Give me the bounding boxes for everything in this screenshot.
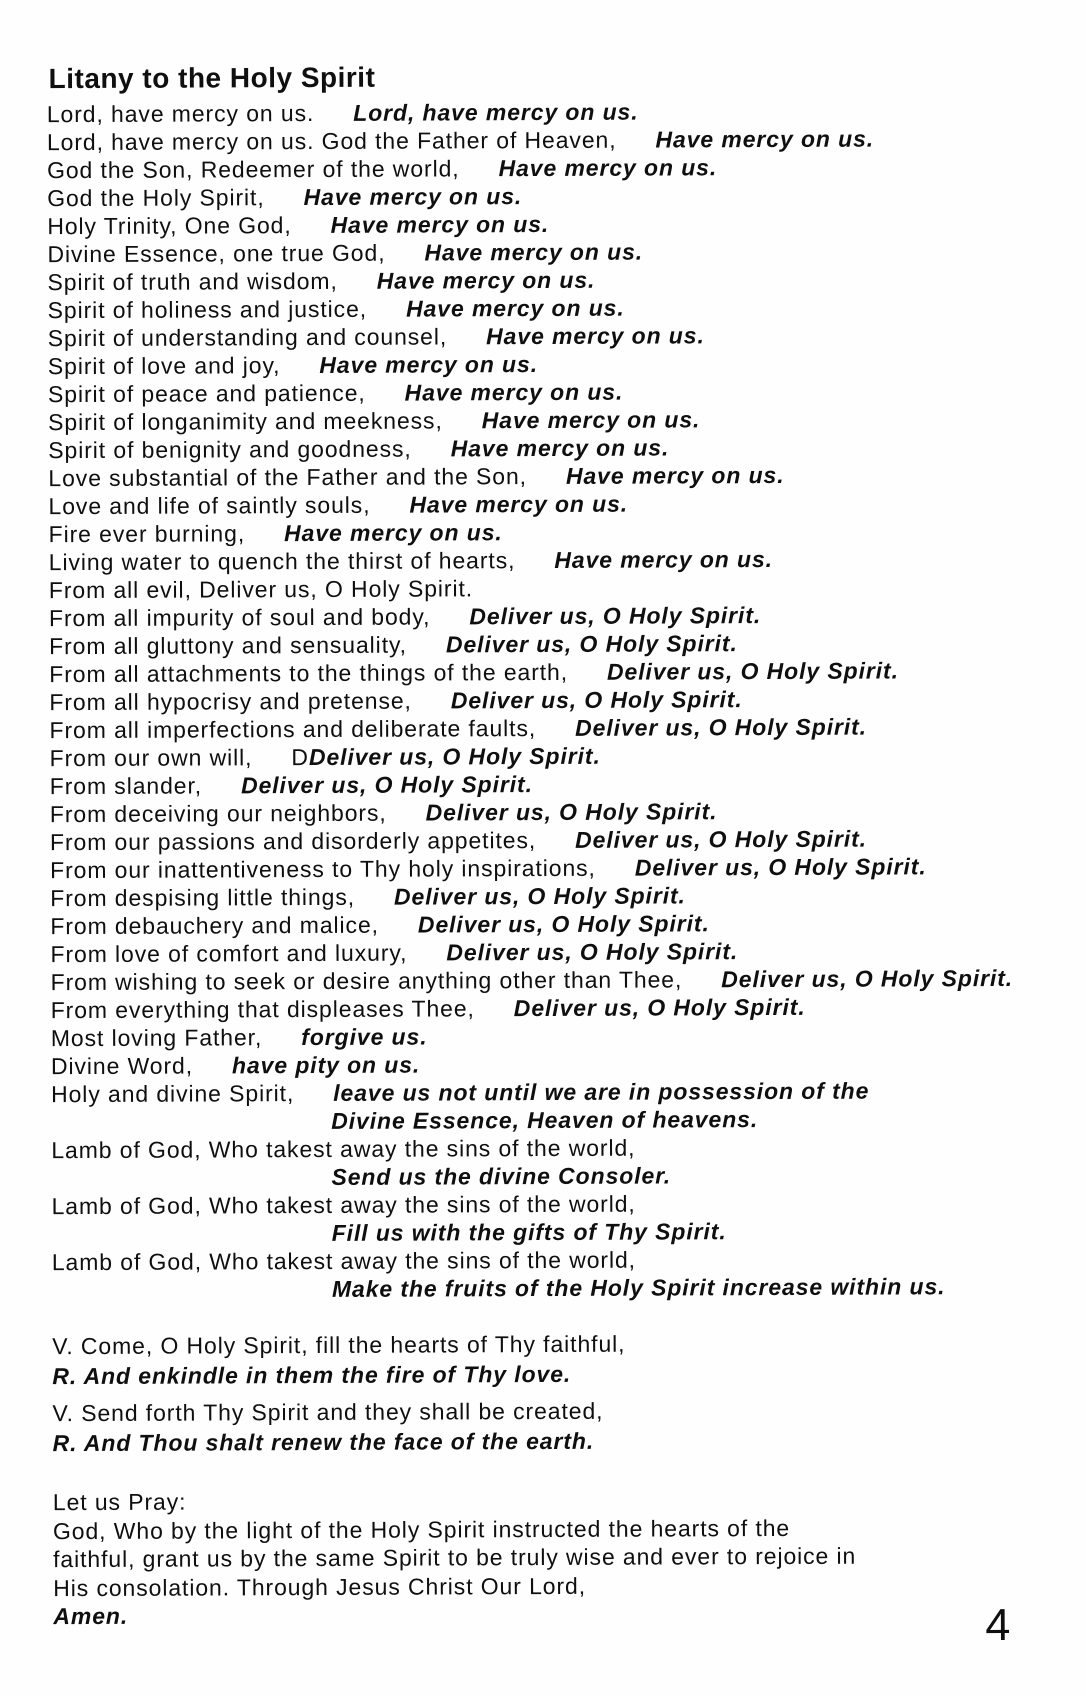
litany-line (50, 880, 1013, 912)
litany-call: From debauchery and malice, (50, 911, 379, 940)
litany-line (52, 1216, 1015, 1248)
litany-response: Have mercy on us. (376, 266, 596, 294)
litany-response: Have mercy on us. (404, 378, 624, 406)
litany-response: Deliver us, O Holy Spirit. (575, 713, 867, 741)
litany-call: From despising little things, (50, 883, 356, 912)
litany-call: Most loving Father, (50, 1024, 263, 1052)
litany-line (50, 852, 1013, 884)
litany-response: Fill us with the gifts of Thy Spirit. (331, 1218, 727, 1246)
litany-line (48, 292, 1011, 324)
litany-line (51, 992, 1014, 1024)
versicle-line: V. Send forth Thy Spirit and they shall be created, (52, 1397, 604, 1427)
litany-line (51, 964, 1014, 996)
prayer-heading: Let us Pray: (52, 1488, 187, 1516)
litany-line (49, 600, 1012, 632)
litany-response: Divine Essence, Heaven of heavens. (331, 1106, 759, 1134)
litany-line (52, 1244, 1015, 1276)
litany-call: From all hypocrisy and pretense, (49, 687, 412, 716)
litany-response: Deliver us, O Holy Spirit. (634, 853, 927, 881)
litany-response: Deliver us, O Holy Spirit. (425, 798, 718, 826)
litany-call: Spirit of holiness and justice, (47, 295, 368, 324)
litany-line (47, 96, 1010, 128)
litany-call: Lord, have mercy on us. (46, 99, 315, 128)
litany-response: Deliver us, O Holy Spirit. (450, 686, 743, 714)
litany-call: Lamb of God, Who takest away the sins of the world, (51, 1134, 636, 1164)
litany-line (51, 1104, 1014, 1136)
litany-call: Spirit of benignity and goodness, (48, 435, 412, 464)
litany-call: Holy Trinity, One God, (47, 212, 292, 240)
litany-call: Spirit of peace and patience, (47, 379, 366, 408)
litany-call: Lamb of God, Who takest away the sins of the world, (51, 1246, 636, 1276)
prayer-line: faithful, grant us by the same Spirit to be truly wise and ever to rejoice in (53, 1542, 857, 1573)
litany-call: Love and life of saintly souls, (48, 491, 371, 520)
litany-line (49, 572, 1012, 604)
litany-line (51, 1188, 1014, 1220)
litany-call: Spirit of understanding and counsel, (47, 323, 448, 352)
versicle-pair (52, 1330, 626, 1400)
litany-line (51, 1048, 1014, 1080)
litany-response: Deliver us, O Holy Spirit. (445, 630, 738, 658)
prayer-line: His consolation. Through Jesus Christ Our Lord, (53, 1572, 587, 1601)
page-number: 4 (985, 1598, 1011, 1651)
litany-response: forgive us. (301, 1023, 428, 1051)
litany-line (48, 488, 1011, 520)
litany-line (48, 348, 1011, 380)
litany-response: Have mercy on us. (481, 406, 701, 434)
litany-response: have pity on us. (231, 1051, 421, 1079)
litany-call: Divine Word, (50, 1052, 194, 1080)
litany-response: Have mercy on us. (319, 351, 539, 378)
litany-line (50, 796, 1013, 828)
litany-line (51, 1160, 1014, 1192)
litany-call: From our own will, (49, 744, 253, 772)
litany-response: Have mercy on us. (330, 210, 550, 238)
litany-line (50, 740, 1013, 772)
litany-call: Lord, have mercy on us. God the Father of Heaven, (46, 126, 617, 156)
litany-line (49, 544, 1012, 576)
litany-line (49, 712, 1012, 744)
litany-response: Deliver us, O Holy Spirit. (308, 742, 601, 771)
litany-call: Holy and divine Spirit, (51, 1080, 295, 1108)
litany-call: From love of comfort and luxury, (50, 939, 408, 968)
litany-call: Divine Essence, one true God, (47, 239, 386, 268)
litany-line (48, 320, 1011, 352)
litany-line (49, 656, 1012, 688)
litany-response: Deliver us, O Holy Spirit. (393, 882, 686, 910)
litany-response: leave us not until we are in possession of the (333, 1077, 870, 1106)
litany-line (50, 908, 1013, 940)
litany-line (49, 628, 1012, 660)
litany-call: Living water to quench the thirst of hearts, (48, 547, 516, 576)
versicle-line: V. Come, O Holy Spirit, fill the hearts of Thy faithful, (52, 1330, 626, 1360)
litany-call: From wishing to seek or desire anything other than Thee, (50, 966, 683, 996)
litany-line (47, 152, 1010, 184)
litany-response: Have mercy on us. (554, 545, 773, 573)
closing-prayer-section (53, 1485, 857, 1631)
litany-call: From deceiving our neighbors, (49, 799, 387, 828)
litany-response: Have mercy on us. (565, 461, 785, 489)
litany-call: Spirit of love and joy, (47, 352, 281, 380)
litany-response: Make the fruits of the Holy Spirit increase within us. (331, 1273, 946, 1302)
litany-response: Have mercy on us. (498, 154, 718, 182)
litany-response: Have mercy on us. (424, 238, 644, 266)
litany-call: God the Son, Redeemer of the world, (46, 155, 460, 184)
litany-call: From all evil, Deliver us, O Holy Spirit. (48, 575, 474, 604)
litany-line (49, 684, 1012, 716)
versicle-pair (52, 1397, 626, 1467)
litany-response: Have mercy on us. (655, 125, 875, 153)
litany-response: Have mercy on us. (405, 294, 625, 322)
litany-section (47, 96, 1015, 1304)
litany-call: From our passions and disorderly appetites, (49, 827, 537, 856)
litany-response: Deliver us, O Holy Spirit. (469, 602, 762, 630)
litany-line (47, 208, 1010, 240)
litany-line (50, 824, 1013, 856)
litany-response: Have mercy on us. (303, 183, 523, 211)
prayer-body (53, 1513, 856, 1602)
versicles-section (52, 1330, 626, 1467)
litany-call: From slander, (49, 772, 203, 800)
litany-response: Have mercy on us. (486, 322, 705, 350)
litany-call: Love substantial of the Father and the Son, (48, 463, 527, 492)
litany-line (48, 376, 1011, 408)
litany-line (47, 180, 1010, 212)
litany-line (49, 516, 1012, 548)
litany-line (48, 460, 1011, 492)
litany-call: From our inattentiveness to Thy holy inspirations, (50, 854, 596, 884)
litany-call: Fire ever burning, (48, 520, 246, 548)
litany-line (47, 236, 1010, 268)
litany-call: God the Holy Spirit, (47, 184, 265, 212)
litany-response: Deliver us, O Holy Spirit. (240, 771, 533, 799)
litany-call: Spirit of truth and wisdom, (47, 267, 338, 296)
litany-response: Lord, have mercy on us. (353, 98, 639, 126)
litany-response: Deliver us, O Holy Spirit. (513, 993, 806, 1022)
litany-response-prefix: D (291, 744, 309, 771)
litany-response: Have mercy on us. (284, 519, 503, 547)
page-title: Litany to the Holy Spirit (48, 61, 376, 95)
litany-response: Have mercy on us. (409, 490, 629, 518)
litany-line (51, 1076, 1014, 1108)
response-line: R. And Thou shalt renew the face of the earth. (52, 1427, 595, 1457)
litany-call: From all imperfections and deliberate faults, (49, 715, 537, 744)
litany-line (51, 1020, 1014, 1052)
litany-line (48, 432, 1011, 464)
litany-call: Lamb of God, Who takest away the sins of the world, (51, 1190, 636, 1220)
litany-call: From everything that displeases Thee, (50, 995, 475, 1024)
litany-call: From all attachments to the things of the earth, (49, 658, 569, 688)
litany-line (52, 1272, 1015, 1304)
prayer-line: God, Who by the light of the Holy Spirit instructed the hearts of the (52, 1514, 791, 1544)
litany-response: Send us the divine Consoler. (331, 1162, 672, 1190)
litany-call: From all impurity of soul and body, (48, 603, 431, 632)
litany-line (47, 264, 1010, 296)
litany-response: Deliver us, O Holy Spirit. (446, 938, 739, 966)
litany-line (51, 1132, 1014, 1164)
litany-response: Deliver us, O Holy Spirit. (721, 964, 1014, 993)
prayer-amen: Amen. (53, 1603, 129, 1630)
litany-line (47, 124, 1010, 156)
litany-response: Deliver us, O Holy Spirit. (575, 825, 867, 853)
litany-line (50, 768, 1013, 800)
litany-call: Spirit of longanimity and meekness, (48, 407, 443, 436)
response-line: R. And enkindle in them the fire of Thy love. (52, 1360, 572, 1390)
litany-line (48, 404, 1011, 436)
litany-call: From all gluttony and sensuality, (49, 631, 407, 660)
litany-response: Deliver us, O Holy Spirit. (417, 910, 710, 938)
litany-response: Have mercy on us. (450, 434, 670, 462)
litany-response: Deliver us, O Holy Spirit. (606, 657, 899, 685)
litany-line (50, 936, 1013, 968)
